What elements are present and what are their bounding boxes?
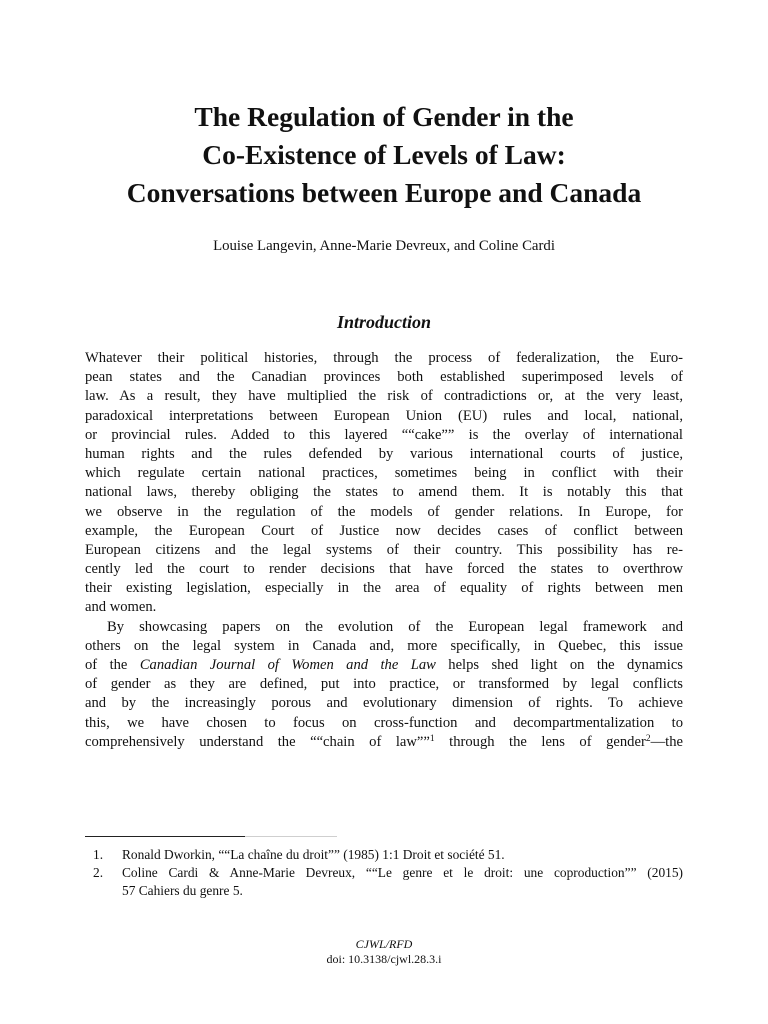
body-line: Whatever their political histories, through the process of federalization, the Euro- [85, 350, 683, 366]
line-prefix: of the [85, 657, 140, 673]
body-text [85, 349, 683, 752]
footnote-text: Coline Cardi & Anne-Marie Devreux, ““Le genre et le droit: une coproduction”” (2015) [122, 865, 683, 880]
footnote-ref-1[interactable]: 1 [429, 733, 435, 744]
body-line: paradoxical interpretations between European Union (EU) rules and local, national, [85, 407, 683, 424]
body-line: European citizens and the legal systems of their country. This possibility has re- [85, 541, 683, 558]
journal-abbreviation: CJWL/RFD [355, 937, 413, 951]
article-title [85, 98, 683, 212]
body-line-with-journal [85, 656, 683, 675]
doi-link[interactable]: doi: 10.3138/cjwl.28.3.i [326, 952, 442, 966]
title-line: The Regulation of Gender in the [194, 101, 574, 132]
footnote-ref-2[interactable]: 2 [645, 733, 651, 744]
line-text: —the [650, 733, 683, 750]
body-line: By showcasing papers on the evolution of the European legal framework and [107, 618, 683, 635]
footnote-number: 1. [93, 847, 104, 862]
body-line: human rights and the rules defended by various international courts of justice, [85, 445, 683, 462]
title-line: Co-Existence of Levels of Law: [202, 139, 566, 170]
footnote-text: 57 Cahiers du genre 5. [122, 883, 243, 898]
journal-name: Canadian Journal of Women and the Law [139, 657, 436, 673]
body-line: cently led the court to render decisions that have forced the states to overthrow [85, 561, 683, 578]
body-line: pean states and the Canadian provinces both established superimposed levels of [85, 369, 683, 386]
author-list: Louise Langevin, Anne-Marie Devreux, and Coline Cardi [213, 238, 555, 254]
body-line: example, the European Court of Justice now decides cases of conflict between [85, 522, 683, 539]
body-line: we observe in the regulation of the models of gender relations. In Europe, for [85, 503, 683, 520]
footnote-number: 2. [93, 865, 104, 880]
body-line: their existing legislation, especially in the area of equality of rights between men [85, 580, 683, 597]
body-line: law. As a result, they have multiplied the risk of contradictions or, at the very least, [85, 388, 683, 405]
body-line: this, we have chosen to focus on cross-function and decompartmentalization to [85, 714, 683, 731]
line-text: comprehensively understand the ““chain of law”” [85, 733, 430, 750]
line-suffix: helps shed light on the dynamics [448, 657, 683, 673]
line-text: through the lens of gender [434, 733, 646, 750]
footnote-divider-tail [245, 836, 337, 837]
footnote-1 [85, 846, 683, 864]
body-line: or provincial rules. Added to this layered ““cake”” is the overlay of international [85, 426, 683, 443]
body-line: of gender as they are defined, put into practice, or transformed by legal conflicts [85, 676, 683, 693]
body-line: and women. [85, 599, 157, 616]
footnote-text: Ronald Dworkin, ““La chaîne du droit”” (1985) 1:1 Droit et société 51. [122, 847, 505, 862]
footnote-2 [85, 864, 683, 900]
section-heading: Introduction [336, 312, 432, 332]
body-line: others on the legal system in Canada and, more specifically, in Quebec, this issue [85, 637, 683, 654]
body-line: and by the increasingly porous and evolutionary dimension of rights. To achieve [85, 695, 683, 712]
body-line-with-footnote-refs [85, 733, 683, 752]
body-line: national laws, thereby obliging the states to amend them. It is notably this that [85, 484, 683, 501]
body-line: which regulate certain national practices, sometimes being in conflict with their [85, 465, 683, 482]
title-line: Conversations between Europe and Canada [126, 177, 642, 208]
footnotes [85, 846, 683, 900]
article-page [85, 0, 683, 1024]
